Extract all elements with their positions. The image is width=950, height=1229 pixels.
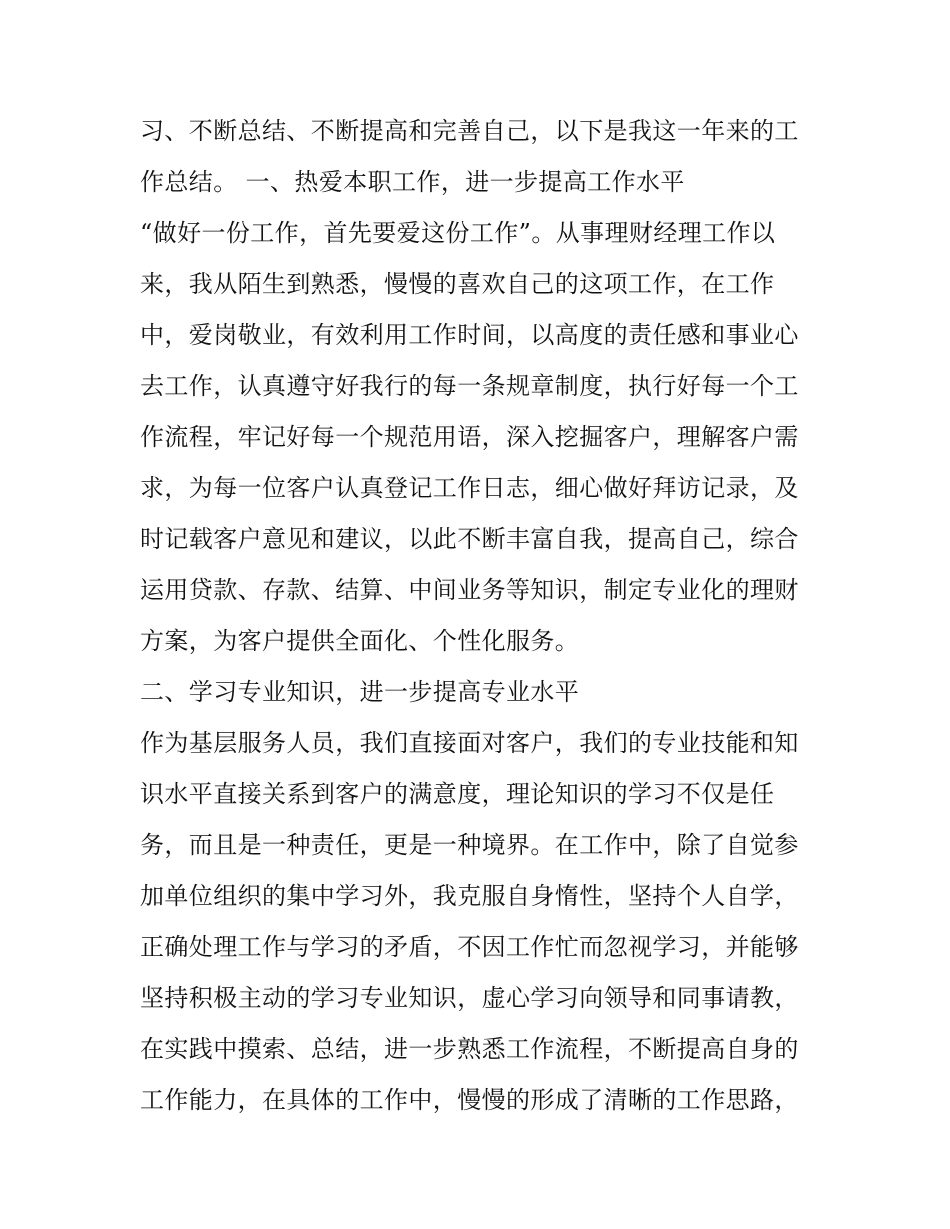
text-line: 在实践中摸索、总结，进一步熟悉工作流程，不断提高自身的 <box>140 1035 799 1063</box>
text-line: 来，我从陌生到熟悉，慢慢的喜欢自己的这项工作，在工作 <box>140 270 775 298</box>
text-line: 去工作，认真遵守好我行的每一条规章制度，执行好每一个工 <box>140 372 799 400</box>
text-line: 求，为每一位客户认真登记工作日志，细心做好拜访记录，及 <box>140 474 799 502</box>
body-text <box>140 106 820 1126</box>
text-line: 中，爱岗敬业，有效利用工作时间，以高度的责任感和事业心 <box>140 321 799 349</box>
text-line: 运用贷款、存款、结算、中间业务等知识，制定专业化的理财 <box>140 576 799 604</box>
text-line: 作为基层服务人员，我们直接面对客户，我们的专业技能和知 <box>140 729 799 757</box>
text-line: 作总结。 一、热爱本职工作，进一步提高工作水平 <box>140 168 685 196</box>
text-line: 习、不断总结、不断提高和完善自己，以下是我这一年来的工 <box>140 117 799 145</box>
text-line: 正确处理工作与学习的矛盾，不因工作忙而忽视学习，并能够 <box>140 933 799 961</box>
text-line: 坚持积极主动的学习专业知识，虚心学习向领导和同事请教， <box>140 984 799 1012</box>
text-line: 加单位组织的集中学习外，我克服自身惰性，坚持个人自学， <box>140 882 799 910</box>
text-line: 工作能力，在具体的工作中，慢慢的形成了清晰的工作思路， <box>140 1086 799 1114</box>
text-line: 时记载客户意见和建议，以此不断丰富自我，提高自己，综合 <box>140 525 799 553</box>
text-line: 识水平直接关系到客户的满意度，理论知识的学习不仅是任 <box>140 780 775 808</box>
text-line: 作流程，牢记好每一个规范用语，深入挖掘客户，理解客户需 <box>140 423 799 451</box>
text-line: “做好一份工作，首先要爱这份工作”。从事理财经理工作以 <box>140 219 776 247</box>
text-line: 务，而且是一种责任，更是一种境界。在工作中，除了自觉参 <box>140 831 799 859</box>
text-line: 方案，为客户提供全面化、个性化服务。 <box>140 627 580 655</box>
section-heading: 二、学习专业知识，进一步提高专业水平 <box>140 678 580 706</box>
